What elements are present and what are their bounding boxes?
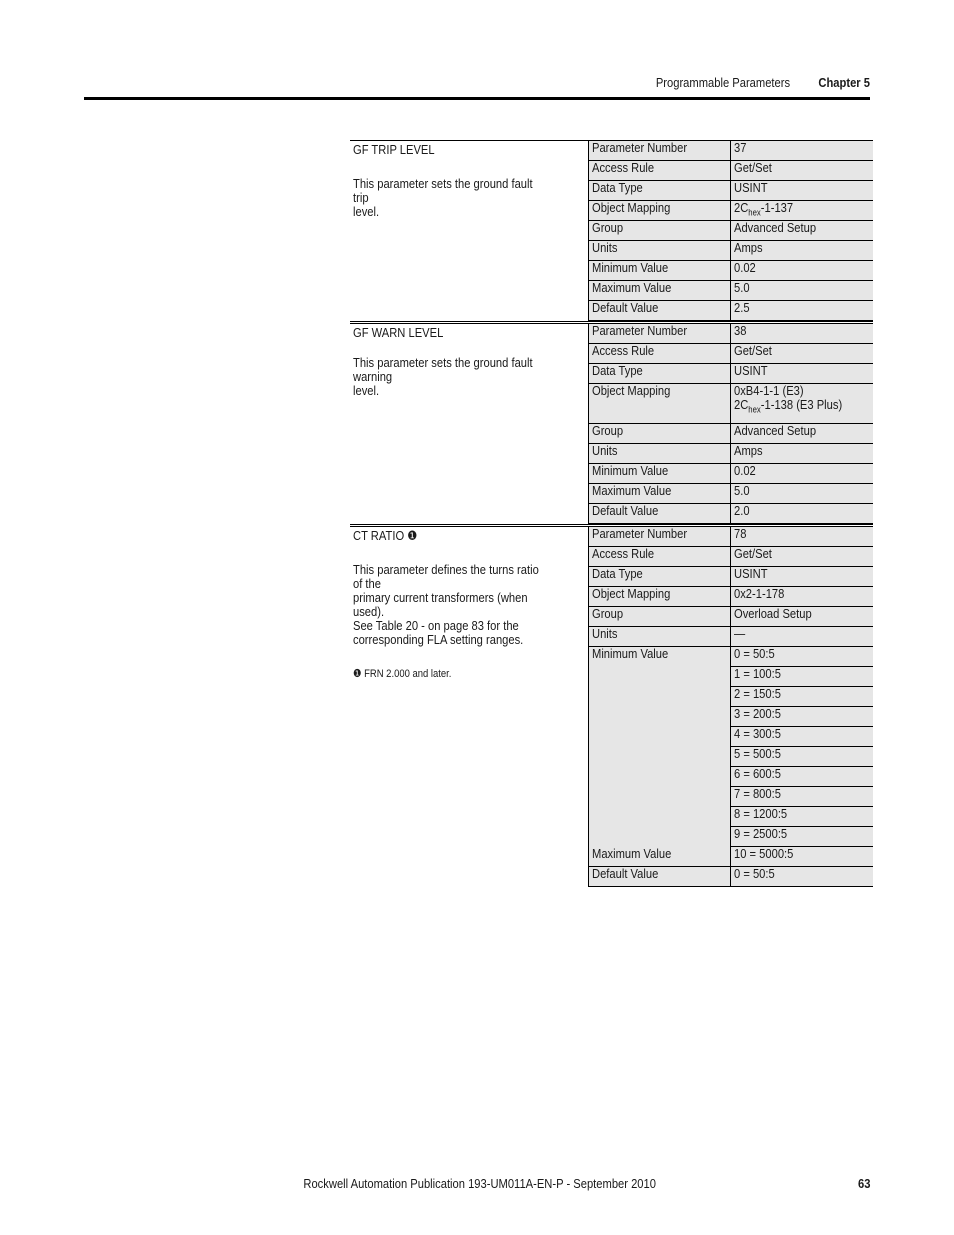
prop-value: Amps bbox=[734, 443, 763, 458]
param-name: GF TRIP LEVEL bbox=[353, 142, 435, 157]
prop-value: Get/Set bbox=[734, 343, 772, 358]
prop-value: 0.02 bbox=[734, 463, 756, 478]
prop-value: 0 = 50:5 bbox=[734, 646, 775, 661]
prop-value: 2.0 bbox=[734, 503, 750, 518]
prop-label: Group bbox=[592, 606, 624, 621]
prop-value: 4 = 300:5 bbox=[734, 726, 781, 741]
prop-label: Default Value bbox=[592, 300, 659, 315]
param-table-gf-trip-level bbox=[350, 140, 873, 321]
param-description-cell bbox=[350, 526, 589, 887]
prop-label: Units bbox=[592, 443, 618, 458]
header-section-title: Programmable Parameters bbox=[655, 75, 790, 90]
prop-value: USINT bbox=[734, 363, 768, 378]
param-description: This parameter defines the turns ratio of the primary current transformers (when used). See Table 20 - on page 83 for the corresponding FLA setting ranges. bbox=[353, 562, 539, 647]
prop-value: USINT bbox=[734, 180, 768, 195]
prop-label: Minimum Value bbox=[592, 260, 669, 275]
prop-value: 7 = 800:5 bbox=[734, 786, 781, 801]
param-table-ct-ratio bbox=[350, 524, 873, 887]
prop-value: Get/Set bbox=[734, 160, 772, 175]
page-header bbox=[84, 75, 870, 91]
prop-label: Data Type bbox=[592, 180, 643, 195]
prop-value: 0xB4-1-1 (E3) $2C_{hex}-1-138$ (E3 Plus) bbox=[734, 383, 843, 415]
prop-value: — bbox=[734, 626, 746, 641]
param-description: This parameter sets the ground fault warning level. bbox=[353, 355, 533, 398]
prop-label: Maximum Value bbox=[592, 483, 672, 498]
page-footer bbox=[84, 1176, 870, 1192]
prop-value: Advanced Setup bbox=[734, 220, 817, 235]
prop-label: Object Mapping bbox=[592, 586, 671, 601]
prop-label: Minimum Value bbox=[592, 463, 669, 478]
prop-value: Overload Setup bbox=[734, 606, 812, 621]
prop-label: Units bbox=[592, 240, 618, 255]
prop-label: Default Value bbox=[592, 503, 659, 518]
param-description: This parameter sets the ground fault trip level. bbox=[353, 176, 533, 219]
prop-value: 0.02 bbox=[734, 260, 756, 275]
prop-value: 1 = 100:5 bbox=[734, 666, 781, 681]
parameter-tables bbox=[350, 140, 870, 887]
prop-value: USINT bbox=[734, 566, 768, 581]
prop-value: 5 = 500:5 bbox=[734, 746, 781, 761]
prop-value: Get/Set bbox=[734, 546, 772, 561]
param-footnote: ❶ FRN 2.000 and later. bbox=[353, 668, 452, 680]
prop-label: Minimum Value bbox=[592, 646, 669, 661]
param-name: CT RATIO ❶ bbox=[353, 528, 418, 543]
prop-value: 0x2-1-178 bbox=[734, 586, 785, 601]
prop-label: Group bbox=[592, 220, 624, 235]
footer-publication: Rockwell Automation Publication 193-UM011A-EN-P - September 2010 bbox=[303, 1176, 656, 1191]
prop-value: 10 = 5000:5 bbox=[734, 846, 794, 861]
prop-label: Data Type bbox=[592, 363, 643, 378]
param-description-cell bbox=[350, 323, 589, 524]
prop-label: Parameter Number bbox=[592, 323, 688, 338]
prop-value: 37 bbox=[734, 140, 747, 155]
prop-label: Group bbox=[592, 423, 624, 438]
prop-label: Maximum Value bbox=[592, 845, 672, 861]
page-number: 63 bbox=[857, 1176, 870, 1191]
header-rule bbox=[84, 97, 870, 100]
prop-value: Advanced Setup bbox=[734, 423, 817, 438]
header-chapter-label: Chapter 5 bbox=[818, 75, 870, 90]
prop-value: 5.0 bbox=[734, 280, 750, 295]
prop-value: 5.0 bbox=[734, 483, 750, 498]
prop-label: Access Rule bbox=[592, 160, 655, 175]
prop-value: 8 = 1200:5 bbox=[734, 806, 788, 821]
prop-value: 2 = 150:5 bbox=[734, 686, 781, 701]
prop-value: 38 bbox=[734, 323, 747, 338]
prop-label: Object Mapping bbox=[592, 383, 671, 398]
prop-label: Data Type bbox=[592, 566, 643, 581]
prop-label: Maximum Value bbox=[592, 280, 672, 295]
prop-value: 2.5 bbox=[734, 300, 750, 315]
prop-label: Parameter Number bbox=[592, 526, 688, 541]
param-description-cell bbox=[350, 141, 589, 321]
param-name: GF WARN LEVEL bbox=[353, 325, 444, 340]
prop-label: Access Rule bbox=[592, 546, 655, 561]
prop-label: Default Value bbox=[592, 866, 659, 881]
prop-label: Access Rule bbox=[592, 343, 655, 358]
prop-value: 9 = 2500:5 bbox=[734, 826, 788, 841]
prop-value: 6 = 600:5 bbox=[734, 766, 781, 781]
prop-value: $2C_{hex}-1-137$ bbox=[734, 200, 794, 218]
prop-label: Units bbox=[592, 626, 618, 641]
prop-label: Parameter Number bbox=[592, 140, 688, 155]
prop-label: Object Mapping bbox=[592, 200, 671, 215]
prop-value: 78 bbox=[734, 526, 747, 541]
prop-value: 0 = 50:5 bbox=[734, 866, 775, 881]
param-table-gf-warn-level bbox=[350, 321, 873, 524]
prop-value: 3 = 200:5 bbox=[734, 706, 781, 721]
prop-value: Amps bbox=[734, 240, 763, 255]
